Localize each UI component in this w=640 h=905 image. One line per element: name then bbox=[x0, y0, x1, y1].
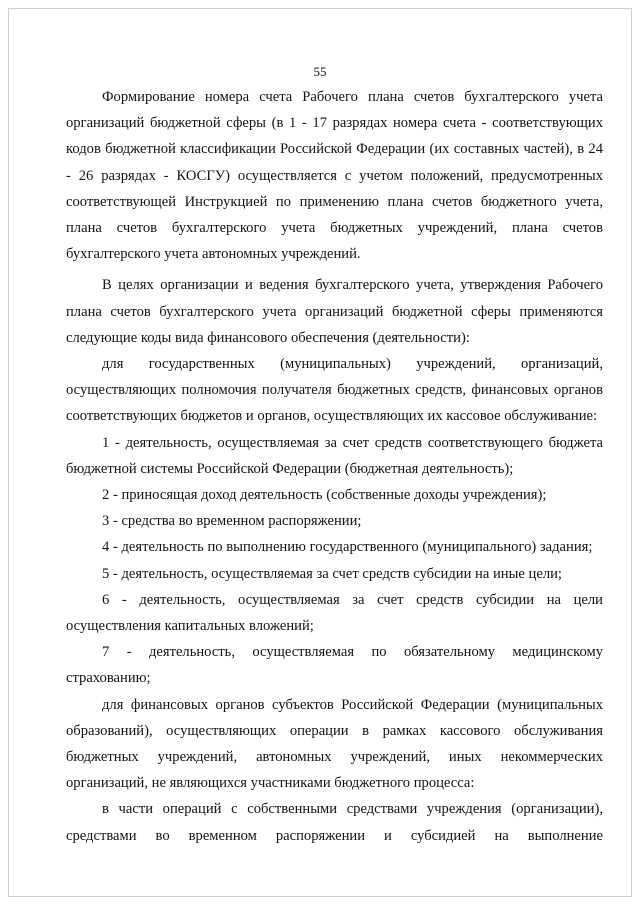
paragraph-financing-codes-intro: В целях организации и ведения бухгалтерского учета, утверждения Рабочего плана счетов бухгалтерского учета организаций бюджетной сферы применяются следующие коды вида финансового обеспечения (деятельности): bbox=[66, 277, 603, 346]
list-item-code-2: 2 - приносящая доход деятельность (собственные доходы учреждения); bbox=[102, 487, 547, 504]
list-item-code-7: 7 - деятельность, осуществляемая по обязательному медицинскому страхованию; bbox=[66, 644, 603, 687]
page-number: 55 bbox=[313, 64, 327, 79]
list-item-code-6: 6 - деятельность, осуществляемая за счет средств субсидии на цели осуществления капитальных вложений; bbox=[66, 591, 603, 635]
paragraph-financial-bodies: для финансовых органов субъектов Российской Федерации (муниципальных образований), осуществляющих операции в рамках кассового обслуживания бюджетных учреждений, автономных учреждений, иных некоммерческих организаций, не являющихся участниками бюджетного процесса: bbox=[66, 696, 603, 792]
list-item-code-4: 4 - деятельность по выполнению государственного (муниципального) задания; bbox=[102, 539, 593, 556]
list-item-code-5: 5 - деятельность, осуществляемая за счет средств субсидии на иные цели; bbox=[102, 565, 562, 582]
document-body bbox=[66, 84, 603, 849]
list-item-code-3: 3 - средства во временном распоряжении; bbox=[102, 513, 362, 530]
paragraph-own-funds-operations: в части операций с собственными средствами учреждения (организации), средствами во временном распоряжении и субсидией на выполнение bbox=[66, 801, 603, 844]
paragraph-account-number-formation: Формирование номера счета Рабочего плана счетов бухгалтерского учета организаций бюджетной сферы (в 1 - 17 разрядах номера счета - соответствующих кодов бюджетной классификации Российской Федерации (их составных частей), в 24 - 26 разрядах - КОСГУ) осуществляется с учетом положений, предусмотренных соответствующей Инструкцией по применению плана счетов бюджетного учета, плана счетов бухгалтерского учета бюджетных учреждений, плана счетов бухгалтерского учета автономных учреждений. bbox=[66, 89, 603, 263]
list-item-code-1: 1 - деятельность, осуществляемая за счет средств соответствующего бюджета бюджетной системы Российской Федерации (бюджетная деятельность); bbox=[66, 434, 603, 477]
paragraph-state-institutions: для государственных (муниципальных) учреждений, организаций, осуществляющих полномочия получателя бюджетных средств, финансовых органов соответствующих бюджетов и органов, осуществляющих их кассовое обслуживание: bbox=[66, 356, 603, 425]
